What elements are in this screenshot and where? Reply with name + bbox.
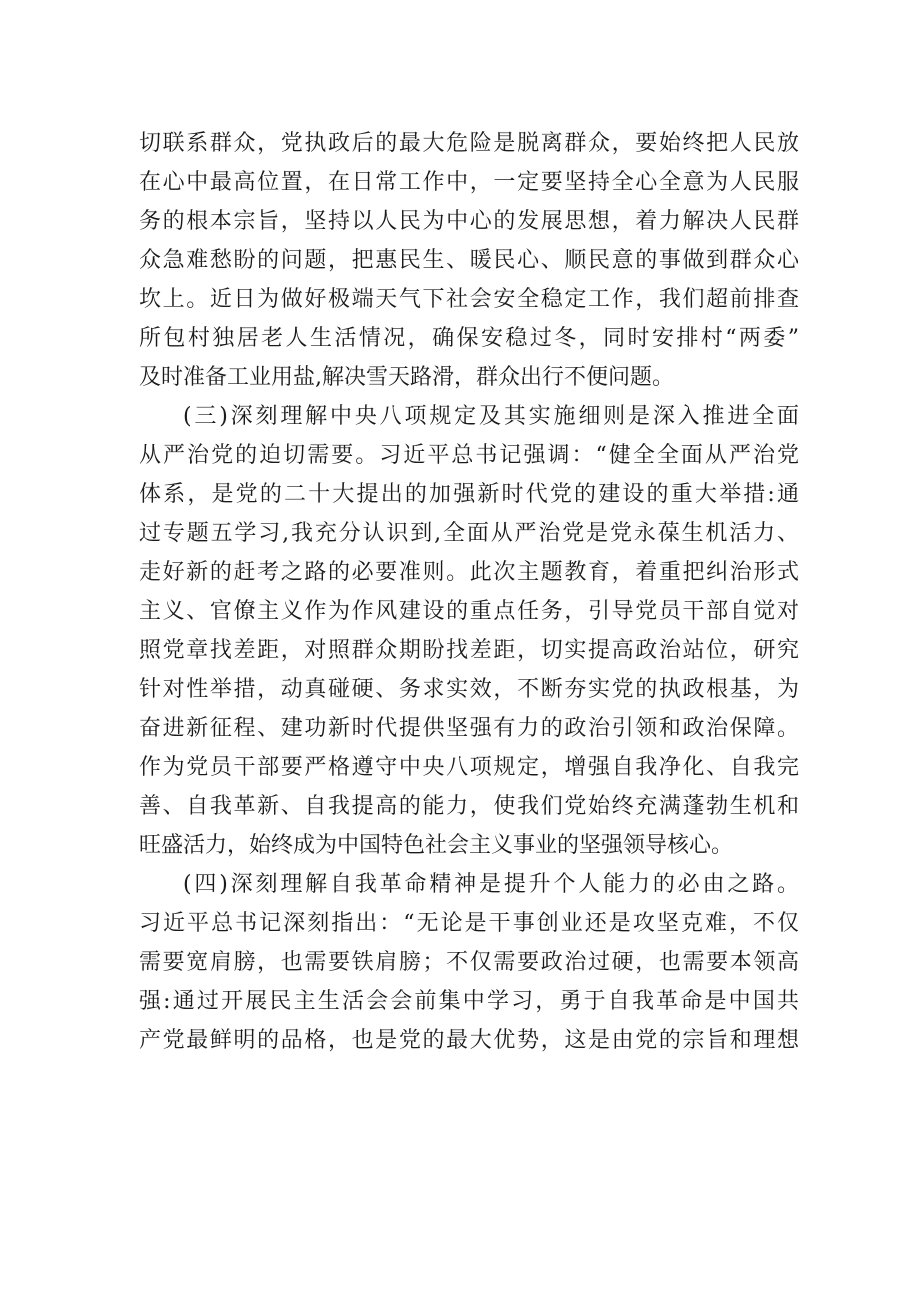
text-line-1: 切联系群众，党执政后的最大危险是脱离群众，要始终把人民放 xyxy=(139,131,799,156)
text-line-18: 善、自我革新、自我提高的能力，使我们党始终充满蓬勃生机和 xyxy=(139,794,799,819)
text-line-11: 过专题五学习,我充分认识到,全面从严治党是党永葆生机活力、 xyxy=(139,521,799,546)
text-line-19: 旺盛活力，始终成为中国特色社会主义事业的坚强领导核心。 xyxy=(139,833,734,858)
text-line-9: 从严治党的迫切需要。习近平总书记强调：“健全全面从严治党 xyxy=(139,443,799,468)
text-line-16: 奋进新征程、建功新时代提供坚强有力的政治引领和政治保障。 xyxy=(139,716,799,741)
text-line-22: 需要宽肩膀，也需要铁肩膀；不仅需要政治过硬，也需要本领高 xyxy=(139,950,799,975)
text-line-5: 坎上。近日为做好极端天气下社会安全稳定工作，我们超前排查 xyxy=(139,287,799,312)
text-line-12: 走好新的赶考之路的必要准则。此次主题教育，着重把纠治形式 xyxy=(139,560,799,585)
text-line-17: 作为党员干部要严格遵守中央八项规定，增强自我净化、自我完 xyxy=(139,755,799,780)
text-line-23: 强:通过开展民主生活会会前集中学习，勇于自我革命是中国共 xyxy=(139,989,799,1014)
section-heading-3: (三)深刻理解中央八项规定及其实施细则是深入推进全面 xyxy=(183,404,799,429)
text-line-2: 在心中最高位置，在日常工作中，一定要坚持全心全意为人民服 xyxy=(139,170,799,195)
section-heading-4: (四)深刻理解自我革命精神是提升个人能力的必由之路。 xyxy=(183,872,799,897)
text-line-4: 众急难愁盼的问题，把惠民生、暖民心、顺民意的事做到群众心 xyxy=(139,248,799,273)
text-line-10: 体系，是党的二十大提出的加强新时代党的建设的重大举措:通 xyxy=(139,482,799,507)
text-line-21: 习近平总书记深刻指出：“无论是干事创业还是攻坚克难，不仅 xyxy=(139,911,799,936)
text-line-13: 主义、官僚主义作为作风建设的重点任务，引导党员干部自觉对 xyxy=(139,599,799,624)
text-line-15: 针对性举措，动真碰硬、务求实效，不断夯实党的执政根基，为 xyxy=(139,677,799,702)
text-line-24: 产党最鲜明的品格，也是党的最大优势，这是由党的宗旨和理想 xyxy=(139,1028,799,1053)
text-line-3: 务的根本宗旨，坚持以人民为中心的发展思想，着力解决人民群 xyxy=(139,209,799,234)
text-line-14: 照党章找差距，对照群众期盼找差距，切实提高政治站位，研究 xyxy=(139,638,799,663)
body-text xyxy=(139,124,799,1060)
text-line-6: 所包村独居老人生活情况，确保安稳过冬，同时安排村“两委” xyxy=(139,326,799,351)
text-line-7: 及时准备工业用盐,解决雪天路滑，群众出行不便问题。 xyxy=(139,365,674,390)
